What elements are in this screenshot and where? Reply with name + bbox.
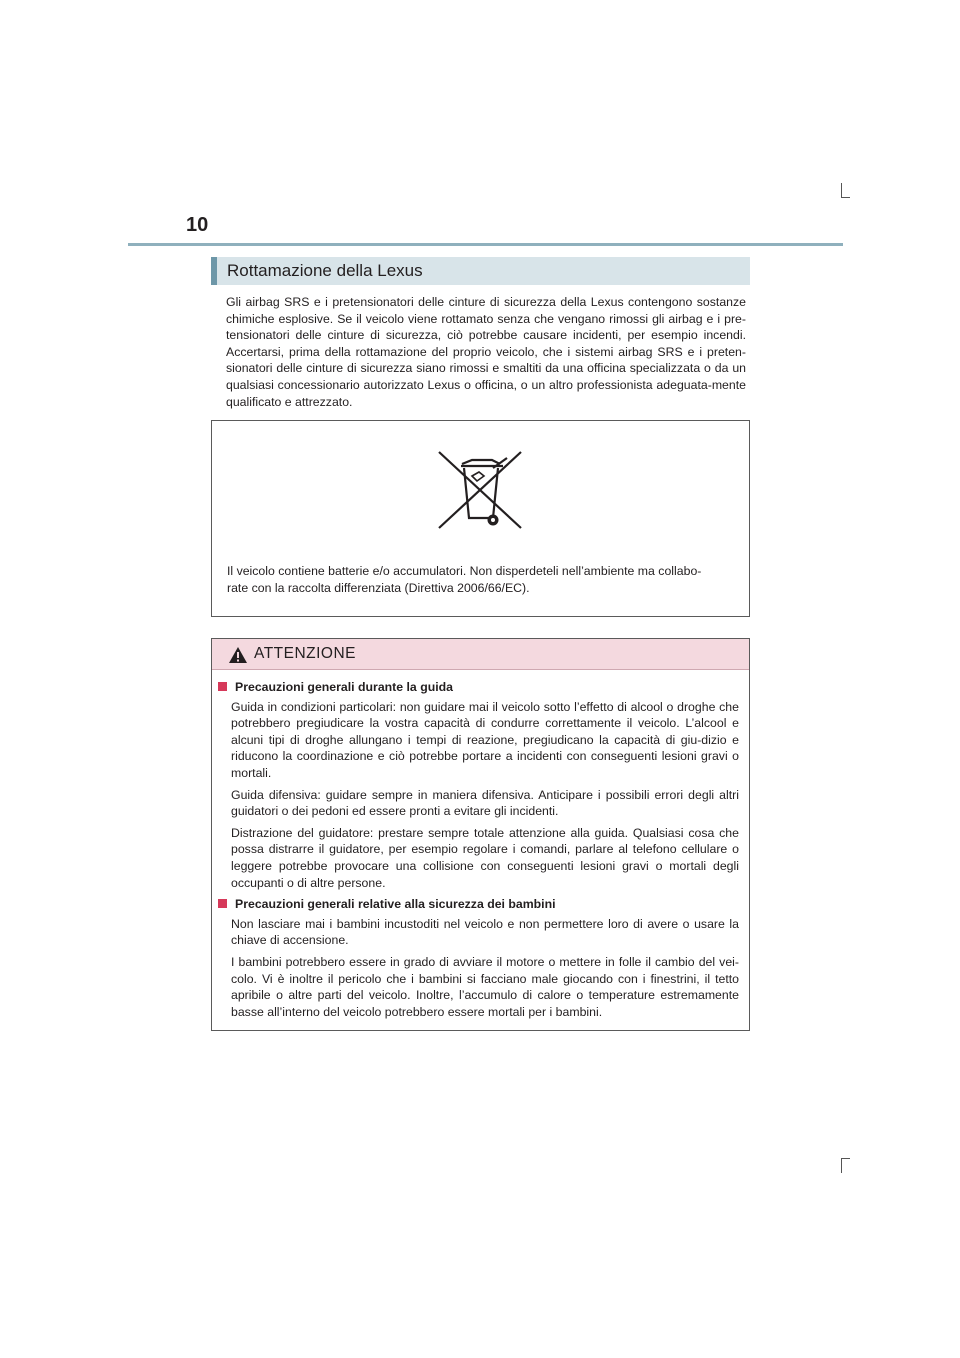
warning-title: ATTENZIONE — [254, 645, 357, 662]
page-number: 10 — [186, 214, 209, 236]
warning-paragraph: Guida in condizioni particolari: non guidare mai il veicolo sotto l’effetto di alcool o droghe che potrebbero pregiudicare la vostra capacità di condurre correttamente il veicolo. L’alcool e alcuni tipi di droghe allungano i tempi di reazione, pregiudicano la capacità di giu-dizio e riducono la coordinazione e ciò potrebbe portare a incidenti con conseguenti lesioni gravi o mortali. — [231, 699, 739, 780]
warning-paragraph: Non lasciare mai i bambini incustoditi nel veicolo e non permettere loro di avere o usare la chiave di accensione. — [231, 916, 739, 948]
section-heading — [211, 257, 750, 285]
warning-body — [212, 679, 749, 1025]
warning-paragraph: I bambini potrebbero essere in grado di avviare il motore o mettere in folle il cambio del vei-colo. Vi è inoltre il pericolo che i bambini si facciano male giocando con i finestrini, il tetto apribile o altre parti del veicolo. Inoltre, l’accumulo di calore o temperature estremamente basse all’interno del veicolo potrebbero essere mortali per i bambini. — [231, 954, 739, 1019]
topic-title: Precauzioni generali durante la guida — [235, 680, 453, 694]
warning-topic-heading — [218, 896, 749, 913]
warning-box — [211, 638, 750, 1031]
warning-header — [212, 639, 749, 670]
topic-bullet-icon — [218, 899, 227, 908]
warning-triangle-icon — [228, 646, 248, 664]
topic-title: Precauzioni generali relative alla sicurezza dei bambini — [235, 897, 556, 912]
section-title: Rottamazione della Lexus — [227, 261, 423, 280]
intro-paragraph: Gli airbag SRS e i pretensionatori delle cinture di sicurezza della Lexus contengono sostanze chimiche esplosive. Se il veicolo viene rottamato senza che vengano rimossi gli airbag e i pre-tensionatori delle cinture di sicurezza, ciò potrebbe causare incidenti, per esempio incendi. Accertarsi, prima della rottamazione del proprio veicolo, che i sistemi airbag SRS e i preten-sionatori delle cinture di sicurezza siano rimossi e smaltiti da una officina specializzata o da un qualsiasi concessionario autorizzato Lexus o officina, o un altro professionista adeguata-mente qualificato e attrezzato. — [226, 295, 746, 409]
topic-bullet-icon — [218, 682, 227, 691]
header-rule — [128, 243, 843, 246]
battery-notice-text: Il veicolo contiene batterie e/o accumulatori. Non disperdeteli nell’ambiente ma collabo-rate con la raccolta differenziata (Direttiva 2006/66/EC). — [227, 564, 702, 595]
crossed-out-wheelie-bin-icon — [427, 448, 537, 532]
warning-paragraph: Distrazione del guidatore: prestare sempre totale attenzione alla guida. Qualsiasi cosa che possa distrarre il guidatore, per esempio regolare i comandi, parlare al telefono cellulare o leggere potrebbe provocare una collisione con conseguenti lesioni gravi o mortali degli occupanti o di altre persone. — [231, 825, 739, 890]
warning-topic-heading — [218, 679, 749, 696]
crop-mark-bottom — [841, 1158, 850, 1173]
crop-mark-top — [841, 183, 850, 198]
battery-notice-box — [211, 420, 750, 617]
warning-paragraph: Guida difensiva: guidare sempre in maniera difensiva. Anticipare i possibili errori degli altri guidatori o dei pedoni ed essere pronti a evitare gli incidenti. — [231, 787, 739, 819]
